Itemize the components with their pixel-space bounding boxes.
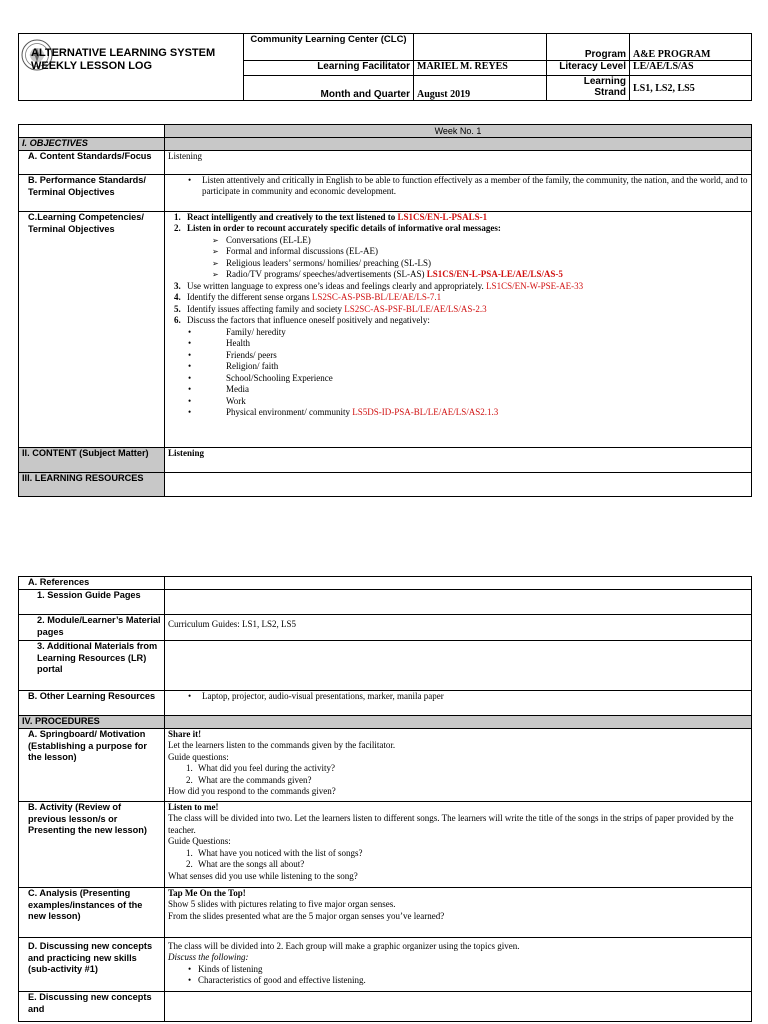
competency-6-subitems bbox=[168, 327, 748, 419]
competency-5-code: LS2SC-AS-PSF-BL/LE/AE/LS/AS-2.3 bbox=[344, 303, 487, 314]
competency-3 bbox=[168, 281, 748, 293]
competency-2-sub-2: ➢ Formal and informal discussions (EL-AE) bbox=[168, 246, 748, 258]
performance-standards-cell bbox=[165, 174, 752, 211]
competency-5-number: 5. bbox=[174, 303, 181, 314]
springboard-label: A. Springboard/ Motivation (Establishing a purpose for the lesson) bbox=[19, 728, 165, 801]
other-resources-label: B. Other Learning Resources bbox=[19, 690, 165, 715]
performance-standards-label: B. Performance Standards/ Terminal Objectives bbox=[19, 174, 165, 211]
month-label: Month and Quarter bbox=[244, 76, 414, 101]
discussing-bullet-2: • Characteristics of good and effective listening. bbox=[168, 975, 748, 987]
springboard-line1: Let the learners listen to the commands given by the facilitator. bbox=[168, 740, 396, 751]
springboard-line2: Guide questions: bbox=[168, 751, 229, 762]
competency-3-number: 3. bbox=[174, 280, 181, 291]
springboard-q2-number: 2. bbox=[186, 774, 193, 785]
activity-q1-text: What have you noticed with the list of songs? bbox=[198, 847, 363, 858]
week-blank-cell bbox=[19, 125, 165, 138]
activity-q1 bbox=[168, 848, 748, 860]
competency-3-text: Use written language to express one’s ideas and feelings clearly and appropriately. bbox=[187, 280, 487, 291]
springboard-q1-number: 1. bbox=[186, 763, 193, 774]
module-value: Curriculum Guides: LS1, LS2, LS5 bbox=[165, 614, 752, 640]
discussing-2-value bbox=[165, 991, 752, 1021]
springboard-q1-text: What did you feel during the activity? bbox=[198, 763, 335, 774]
program-value: A&E PROGRAM bbox=[630, 34, 752, 61]
objectives-heading: I. OBJECTIVES bbox=[19, 138, 165, 151]
module-label: 2. Module/Learner’s Material pages bbox=[19, 614, 165, 640]
header-table bbox=[18, 33, 752, 101]
competency-2-sub-3: ➢ Religious leaders’ sermons/ homilies/ preaching (SL-LS) bbox=[168, 258, 748, 270]
competency-2-sub-4 bbox=[168, 269, 748, 281]
competency-2-number: 2. bbox=[174, 223, 181, 234]
competency-6 bbox=[168, 315, 748, 327]
competency-1 bbox=[168, 212, 748, 224]
competency-5 bbox=[168, 304, 748, 316]
competency-1-number: 1. bbox=[174, 211, 181, 222]
facilitator-label: Learning Facilitator bbox=[244, 61, 414, 76]
competency-2-sub-4-text: Radio/TV programs/ speeches/advertisements (SL-AS) bbox=[226, 269, 427, 280]
activity-line3: What senses did you use while listening to the song? bbox=[168, 870, 358, 881]
log-title: WEEKLY LESSON LOG bbox=[31, 60, 153, 72]
content-standards-label: A. Content Standards/Focus bbox=[19, 150, 165, 174]
strand-label-line1: Learning bbox=[583, 76, 626, 87]
factor-item-last bbox=[168, 407, 748, 419]
learning-resources-value bbox=[165, 472, 752, 496]
references-value bbox=[165, 577, 752, 590]
factor-item: • Work bbox=[168, 396, 748, 408]
factor-item: • Media bbox=[168, 384, 748, 396]
springboard-line3: How did you respond to the commands given? bbox=[168, 786, 336, 797]
springboard-q2 bbox=[168, 775, 748, 787]
content-standards-value: Listening bbox=[165, 150, 752, 174]
factor-item: • School/Schooling Experience bbox=[168, 373, 748, 385]
activity-line1: The class will be divided into two. Let the learners listen to different songs. The learners will write the title of the songs in the strips of paper provided by the teacher. bbox=[168, 813, 734, 835]
analysis-line1: Show 5 slides with pictures relating to five major organ senses. bbox=[168, 899, 396, 910]
analysis-label: C. Analysis (Presenting examples/instances of the new lesson) bbox=[19, 887, 165, 937]
references-label: A. References bbox=[19, 577, 165, 590]
discussing-cell bbox=[165, 937, 752, 991]
procedures-table bbox=[18, 576, 752, 1022]
competency-3-code: LS1CS/EN-W-PSE-AE-33 bbox=[486, 280, 584, 291]
competency-2 bbox=[168, 223, 748, 235]
session-guide-value bbox=[165, 589, 752, 614]
procedures-heading-fill bbox=[165, 715, 752, 728]
discussing-bullet-1: • Kinds of listening bbox=[168, 964, 748, 976]
system-title: ALTERNATIVE LEARNING SYSTEM bbox=[31, 47, 216, 59]
activity-q2-number: 2. bbox=[186, 859, 193, 870]
springboard-q1 bbox=[168, 763, 748, 775]
discussing-line2: Discuss the following: bbox=[168, 952, 249, 963]
discussing-label: D. Discussing new concepts and practicing new skills (sub-activity #1) bbox=[19, 937, 165, 991]
springboard-q2-text: What are the commands given? bbox=[198, 774, 312, 785]
competency-6-text: Discuss the factors that influence oneself positively and negatively: bbox=[187, 315, 430, 326]
activity-line2: Guide Questions: bbox=[168, 836, 231, 847]
title-cell bbox=[19, 34, 244, 101]
competencies-label: C.Learning Competencies/ Terminal Objectives bbox=[19, 211, 165, 447]
competency-2-sub-1: ➢ Conversations (EL-LE) bbox=[168, 235, 748, 247]
analysis-line2: From the slides presented what are the 5 major organ senses you’ve learned? bbox=[168, 910, 445, 921]
competency-2-code: LS1CS/EN-L-PSA-LE/AE/LS/AS-5 bbox=[426, 269, 563, 280]
analysis-title: Tap Me On the Top! bbox=[168, 887, 246, 898]
week-label: Week No. 1 bbox=[165, 125, 752, 138]
competency-5-text: Identify issues affecting family and society bbox=[187, 303, 345, 314]
factor-item: • Family/ heredity bbox=[168, 327, 748, 339]
competency-1-text: React intelligently and creatively to the text listened to bbox=[187, 211, 398, 222]
competency-4 bbox=[168, 292, 748, 304]
other-resources-cell bbox=[165, 690, 752, 715]
facilitator-value: MARIEL M. REYES bbox=[414, 61, 547, 76]
discussing-2-label: E. Discussing new concepts and bbox=[19, 991, 165, 1021]
session-guide-label: 1. Session Guide Pages bbox=[19, 589, 165, 614]
strand-label bbox=[547, 76, 630, 101]
activity-cell bbox=[165, 801, 752, 887]
procedures-heading: IV. PROCEDURES bbox=[19, 715, 165, 728]
competencies-cell bbox=[165, 211, 752, 447]
clc-value bbox=[414, 34, 547, 61]
objectives-heading-fill bbox=[165, 138, 752, 151]
competency-6-number: 6. bbox=[174, 315, 181, 326]
program-label: Program bbox=[547, 34, 630, 61]
activity-title: Listen to me! bbox=[168, 801, 219, 812]
activity-q1-number: 1. bbox=[186, 847, 193, 858]
competency-2-text: Listen in order to recount accurately specific details of informative oral messages: bbox=[187, 223, 501, 234]
objectives-table bbox=[18, 124, 752, 497]
activity-q2-text: What are the songs all about? bbox=[198, 859, 305, 870]
clc-label: Community Learning Center (CLC) bbox=[244, 34, 414, 61]
competency-4-text: Identify the different sense organs bbox=[187, 292, 312, 303]
strand-label-line2: Strand bbox=[594, 87, 626, 98]
competency-4-code: LS2SC-AS-PSB-BL/LE/AE/LS-7.1 bbox=[311, 292, 442, 303]
month-value: August 2019 bbox=[414, 76, 547, 101]
other-resources-item: • Laptop, projector, audio-visual presentations, marker, manila paper bbox=[168, 691, 748, 703]
factor-item: • Friends/ peers bbox=[168, 350, 748, 362]
activity-q2 bbox=[168, 859, 748, 871]
additional-materials-value bbox=[165, 640, 752, 690]
literacy-value: LE/AE/LS/AS bbox=[630, 61, 752, 76]
content-section-value: Listening bbox=[165, 447, 752, 472]
performance-standards-item: • Listen attentively and critically in English to be able to function effectively as a member of the family, the community, the nation, and the world, and to participate in community and economic development. bbox=[168, 175, 748, 198]
learning-resources-label: III. LEARNING RESOURCES bbox=[19, 472, 165, 496]
content-section-label: II. CONTENT (Subject Matter) bbox=[19, 447, 165, 472]
competency-6-code: LS5DS-ID-PSA-BL/LE/AE/LS/AS2.1.3 bbox=[352, 407, 499, 418]
literacy-label: Literacy Level bbox=[547, 61, 630, 76]
analysis-cell bbox=[165, 887, 752, 937]
activity-label: B. Activity (Review of previous lesson/s or Presenting the new lesson) bbox=[19, 801, 165, 887]
competency-1-code: LS1CS/EN-L-PSALS-1 bbox=[397, 211, 488, 222]
factor-item-last-text: Physical environment/ community bbox=[226, 407, 353, 418]
springboard-title: Share it! bbox=[168, 728, 202, 739]
springboard-cell bbox=[165, 728, 752, 801]
discussing-line1: The class will be divided into 2. Each group will make a graphic organizer using the topics given. bbox=[168, 940, 520, 951]
competency-4-number: 4. bbox=[174, 292, 181, 303]
factor-item: • Health bbox=[168, 338, 748, 350]
additional-materials-label: 3. Additional Materials from Learning Resources (LR) portal bbox=[19, 640, 165, 690]
competency-2-subitems bbox=[168, 235, 748, 281]
factor-item: • Religion/ faith bbox=[168, 361, 748, 373]
strand-value: LS1, LS2, LS5 bbox=[630, 76, 752, 101]
